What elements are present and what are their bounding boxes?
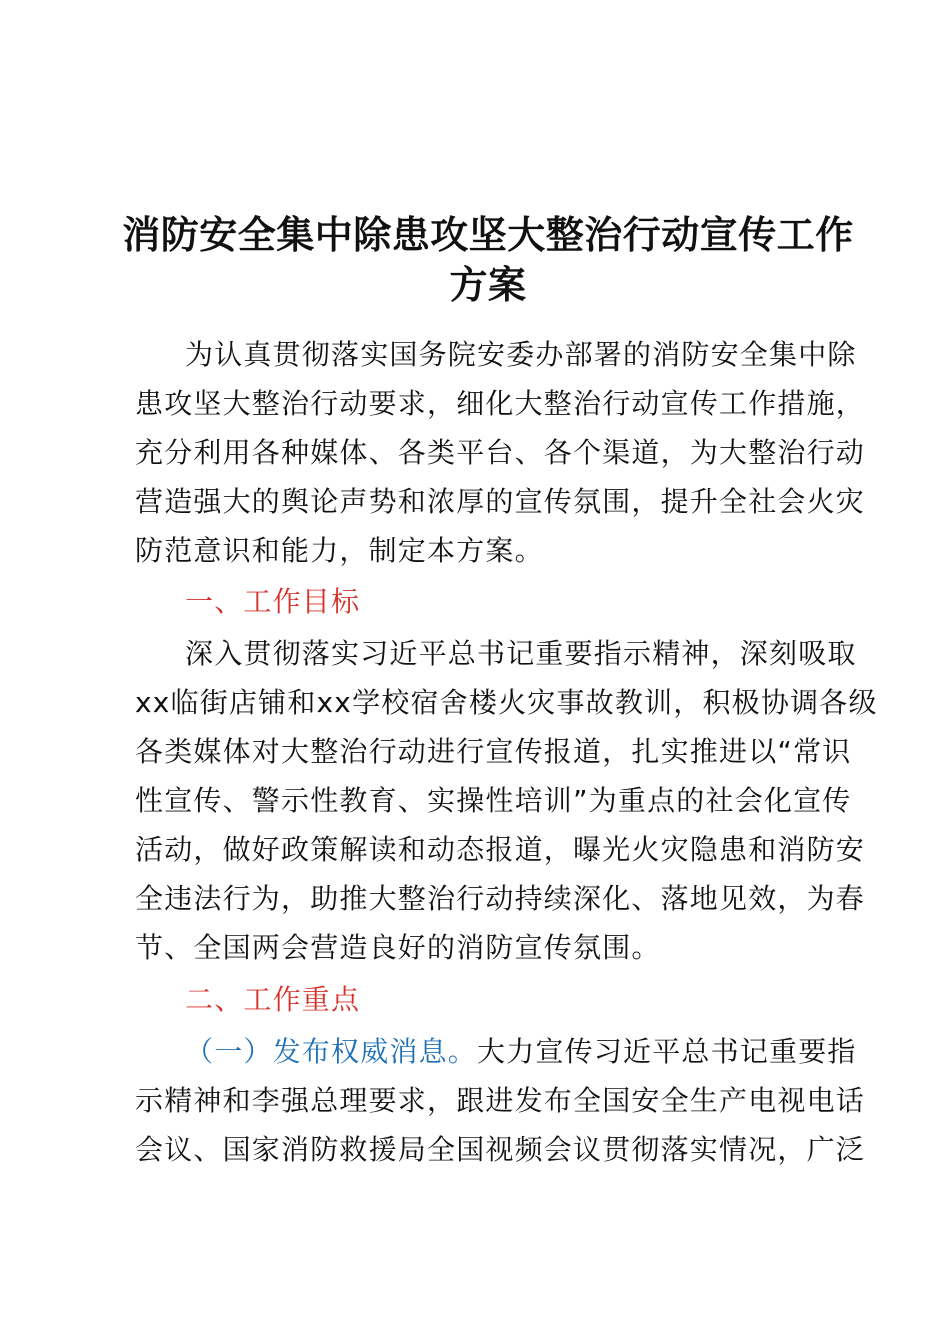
focus-item-1-text: 大力宣传习近平总书记重要指 bbox=[477, 1035, 857, 1068]
focus-item-1-line: 示精神和李强总理要求，跟进发布全国安全生产电视电话 bbox=[135, 1084, 866, 1117]
goals-line: 各类媒体对大整治行动进行宣传报道，扎实推进以“常识 bbox=[135, 735, 852, 768]
focus-item-1-label: （一）发布权威消息。 bbox=[185, 1035, 478, 1068]
section-heading-focus: 二、工作重点 bbox=[185, 983, 361, 1016]
intro-line: 患攻坚大整治行动要求，细化大整治行动宣传工作措施， bbox=[135, 387, 866, 420]
intro-line: 充分利用各种媒体、各类平台、各个渠道，为大整治行动 bbox=[135, 436, 866, 469]
focus-item-1-first-line bbox=[185, 1032, 857, 1072]
goals-line: xx临街店铺和xx学校宿舍楼火灾事故教训，积极协调各级 bbox=[135, 686, 878, 719]
intro-line: 为认真贯彻落实国务院安委办部署的消防安全集中除 bbox=[185, 338, 857, 371]
goals-line: 活动，做好政策解读和动态报道，曝光火灾隐患和消防安 bbox=[135, 833, 866, 866]
intro-line: 防范意识和能力，制定本方案。 bbox=[135, 534, 544, 567]
goals-line: 全违法行为，助推大整治行动持续深化、落地见效，为春 bbox=[135, 882, 866, 915]
section-heading-goals: 一、工作目标 bbox=[185, 585, 361, 618]
goals-line: 深入贯彻落实习近平总书记重要指示精神，深刻吸取 bbox=[185, 637, 857, 670]
goals-line: 性宣传、警示性教育、实操性培训”为重点的社会化宣传 bbox=[135, 784, 852, 817]
document-title-line-2: 方案 bbox=[449, 263, 527, 307]
document-title-line-1: 消防安全集中除患攻坚大整治行动宣传工作 bbox=[122, 213, 854, 257]
goals-line: 节、全国两会营造良好的消防宣传氛围。 bbox=[135, 931, 661, 964]
intro-line: 营造强大的舆论声势和浓厚的宣传氛围，提升全社会火灾 bbox=[135, 485, 866, 518]
focus-item-1-line: 会议、国家消防救援局全国视频会议贯彻落实情况，广泛 bbox=[135, 1133, 866, 1166]
